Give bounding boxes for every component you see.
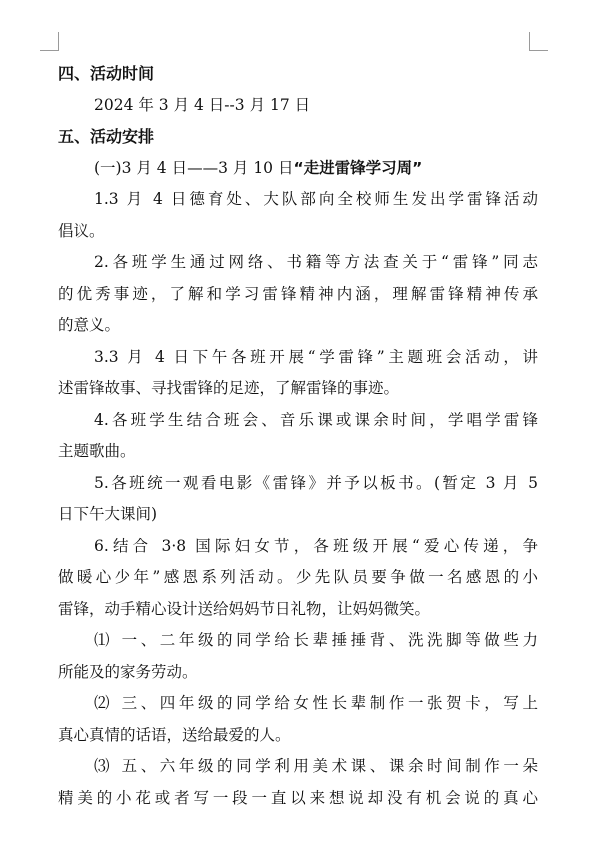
section-1-title — [58, 153, 538, 185]
item-4-line-2: 主题歌曲。 — [58, 442, 136, 460]
sub-item-1-line-1: ⑴ 一、二年级的同学给长辈捶捶背、洗洗脚等做些力 — [94, 631, 538, 649]
item-4-line-1: 4.各班学生结合班会、音乐课或课余时间，学唱学雷锋 — [94, 410, 538, 429]
item-1-line-1: 1.3 月 4 日德育处、大队部向全校师生发出学雷锋活动 — [94, 190, 538, 208]
item-2-line-2: 的优秀事迹，了解和学习雷锋精神内涵，理解雷锋精神传承 — [58, 284, 538, 303]
section-1-date-range: (一)3 月 4 日——3 月 10 日 — [94, 158, 294, 177]
sub-item-1-line-2: 所能及的家务劳动。 — [58, 662, 198, 681]
sub-item-2-line-2: 真心真情的话语，送给最爱的人。 — [58, 725, 291, 744]
item-6-line-3: 雷锋，动手精心设计送给妈妈节日礼物，让妈妈微笑。 — [58, 599, 431, 618]
item-2-line-1: 2.各班学生通过网络、书籍等方法查关于“雷锋”同志 — [94, 253, 538, 271]
item-3-line-2: 述雷锋故事、寻找雷锋的足迹，了解雷锋的事迹。 — [58, 379, 400, 397]
sub-item-2-line-1: ⑵ 三、四年级的同学给女性长辈制作一张贺卡，写上 — [94, 694, 538, 712]
heading-activity-time: 四、活动时间 — [58, 64, 155, 83]
activity-time-range: 2024 年 3 月 4 日--3 月 17 日 — [94, 95, 311, 114]
item-5-line-1: 5.各班统一观看电影《雷锋》并予以板书。(暂定 3 月 5 — [94, 473, 538, 492]
item-3-line-1: 3.3 月 4 日下午各班开展“学雷锋”主题班会活动，讲 — [94, 347, 538, 366]
document-page — [58, 58, 538, 814]
item-6-line-1: 6.结合 3·8 国际妇女节，各班级开展“爱心传递，争 — [94, 536, 538, 555]
page-corner-mark-top-right — [529, 32, 548, 51]
sub-item-3-line-1: ⑶ 五、六年级的同学利用美术课、课余时间制作一朵 — [94, 757, 538, 775]
item-6-line-2: 做暖心少年”感恩系列活动。少先队员要争做一名感恩的小 — [58, 568, 538, 586]
page-corner-mark-top-left — [40, 32, 59, 51]
section-1-bold-title: “走进雷锋学习周” — [293, 158, 423, 177]
item-5-line-2: 日下午大课间) — [58, 505, 158, 523]
item-2-line-3: 的意义。 — [58, 316, 121, 334]
item-1-line-2: 倡议。 — [58, 221, 105, 240]
sub-item-3-line-2: 精美的小花或者写一段一直以来想说却没有机会说的真心 — [58, 788, 538, 807]
heading-activity-arrangement: 五、活动安排 — [58, 127, 155, 146]
